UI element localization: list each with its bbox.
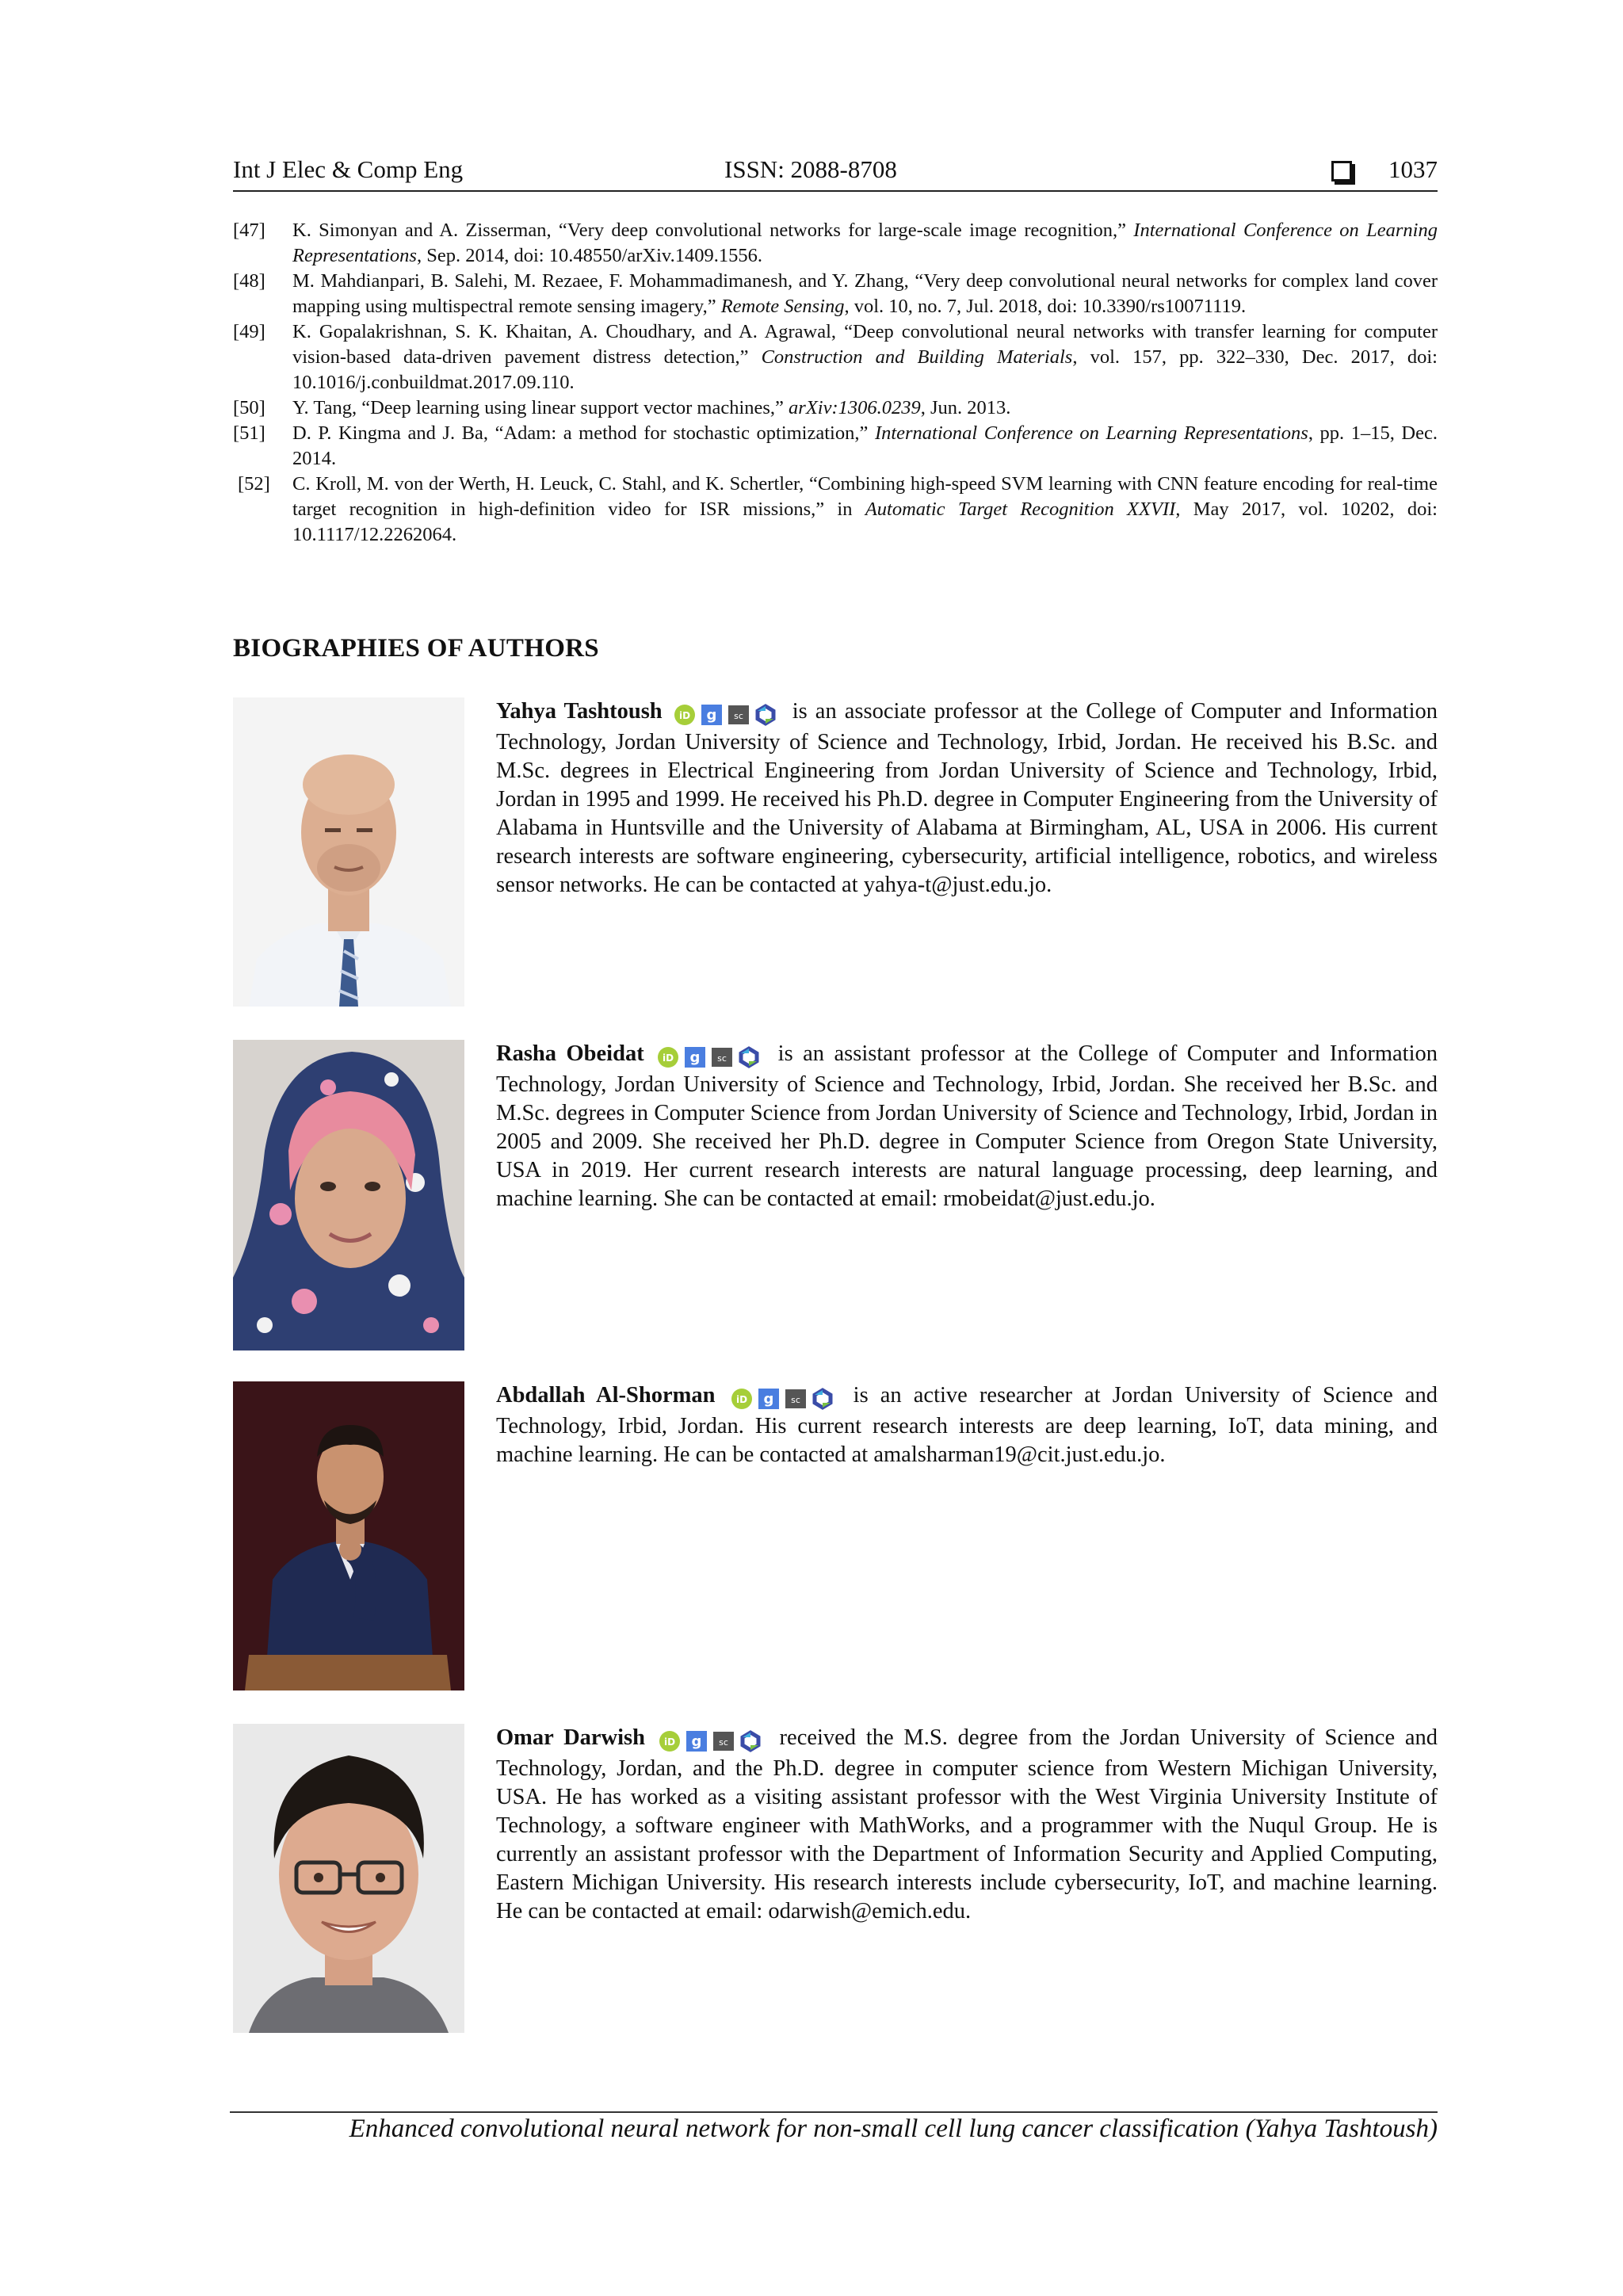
orcid-icon[interactable] xyxy=(659,1730,681,1752)
footer-rule xyxy=(230,2111,1438,2113)
svg-text:g: g xyxy=(706,707,717,724)
reference-number: [52] xyxy=(238,473,270,495)
author-bio-text xyxy=(496,697,1438,900)
reference-venue: International Conference on Learning Representations xyxy=(874,422,1308,444)
scopus-icon[interactable] xyxy=(711,1046,733,1068)
reference-item xyxy=(233,472,1438,548)
reference-venue: International Conference on Learning Representations xyxy=(292,220,1438,266)
publons-icon[interactable] xyxy=(812,1388,834,1410)
svg-text:sc: sc xyxy=(790,1395,800,1406)
reference-text: K. Simonyan and A. Zisserman, “Very deep convolutional networks for large-scale image recognition,” xyxy=(292,220,1134,241)
author-biography: is an associate professor at the College of Computer and Information Technology, Jordan University of Science and Technology, Irbid, Jordan. He received his B.Sc. and M.Sc. degrees in Electrical Engineering from Jordan University of Science and Technology, Irbid, Jordan in 1995 and 1999. He received his Ph.D. degree in Computer Engineering from the University of Alabama in Huntsville and the University of Alabama at Birmingham, AL, USA in 2006. His current research interests are software engineering, cybersecurity, artificial intelligence, robotics, and wireless sensor networks. He can be contacted at yahya-t@just.edu.jo. xyxy=(496,699,1438,897)
svg-text:iD: iD xyxy=(663,1736,675,1748)
reference-item xyxy=(233,218,1438,269)
checkbox-icon xyxy=(1331,161,1352,181)
author-photo xyxy=(233,1724,464,2033)
orcid-icon[interactable] xyxy=(657,1046,679,1068)
reference-details: , Jun. 2013. xyxy=(920,397,1011,418)
author-biography: is an active researcher at Jordan University of Science and Technology, Irbid, Jordan. His current research interests are deep learning, IoT, data mining, and machine learning. He can be contacted at amalsharman19@cit.just.edu.jo. xyxy=(496,1383,1438,1467)
orcid-icon[interactable] xyxy=(731,1388,753,1410)
reference-item xyxy=(233,421,1438,472)
google-scholar-icon[interactable] xyxy=(701,704,723,726)
reference-number: [49] xyxy=(233,321,265,342)
scopus-icon[interactable] xyxy=(785,1388,807,1410)
references-list xyxy=(233,218,1438,548)
svg-text:sc: sc xyxy=(733,711,743,722)
reference-venue: Construction and Building Materials xyxy=(761,346,1073,368)
author-name: Yahya Tashtoush xyxy=(496,699,663,724)
reference-item xyxy=(233,319,1438,395)
author-profile-icons xyxy=(659,1726,766,1755)
publons-icon[interactable] xyxy=(738,1046,760,1068)
google-scholar-icon[interactable] xyxy=(758,1388,780,1410)
scopus-icon[interactable] xyxy=(727,704,750,726)
google-scholar-icon[interactable] xyxy=(685,1730,708,1752)
svg-text:g: g xyxy=(691,1733,702,1751)
author-name: Omar Darwish xyxy=(496,1725,645,1750)
svg-text:g: g xyxy=(689,1049,701,1067)
reference-details: , Sep. 2014, doi: 10.48550/arXiv.1409.1556. xyxy=(416,245,762,266)
page-number: 1037 xyxy=(1388,155,1438,183)
section-title: BIOGRAPHIES OF AUTHORS xyxy=(233,634,599,663)
author-name: Abdallah Al-Shorman xyxy=(496,1383,716,1408)
author-biography: received the M.S. degree from the Jordan University of Science and Technology, Jordan, and the Ph.D. degree in computer science from Western Michigan University, USA. He has worked as a visiting assistant professor with the West Virginia University Institute of Technology, a software engineer with MathWorks, and a programmer with the Nuqul Group. He is currently an assistant professor with the Department of Information Security and Applied Computing, Eastern Michigan University. His research interests include cybersecurity, IoT, and machine learning. He can be contacted at email: odarwish@emich.edu. xyxy=(496,1725,1438,1924)
author-photo xyxy=(233,697,464,1007)
reference-number: [50] xyxy=(233,397,265,418)
publons-icon[interactable] xyxy=(754,704,777,726)
author-bio-text xyxy=(496,1381,1438,1469)
author-bio-text xyxy=(496,1040,1438,1213)
svg-text:iD: iD xyxy=(678,710,690,722)
page-header xyxy=(233,155,1438,192)
svg-text:g: g xyxy=(763,1391,773,1408)
reference-number: [48] xyxy=(233,270,265,292)
reference-text: C. Kroll, M. von der Werth, H. Leuck, C. Stahl, and K. Schertler, “Combining high-speed SVM learning with CNN feature encoding for real-time target recognition in high-definition video for ISR missions,” in xyxy=(292,473,1438,520)
svg-text:iD: iD xyxy=(663,1052,674,1064)
author-name: Rasha Obeidat xyxy=(496,1041,644,1066)
author-photo xyxy=(233,1040,464,1350)
reference-item xyxy=(233,269,1438,319)
reference-details: May 2017, vol. 10202, doi: 10.1117/12.2262064. xyxy=(292,499,1438,545)
svg-text:sc: sc xyxy=(717,1053,727,1064)
author-bio-text xyxy=(496,1724,1438,1926)
reference-details: , vol. 10, no. 7, Jul. 2018, doi: 10.3390/rs10071119. xyxy=(844,296,1247,317)
reference-item xyxy=(233,395,1438,421)
svg-text:iD: iD xyxy=(735,1394,747,1406)
issn: ISSN: 2088-8708 xyxy=(724,155,897,183)
author-profile-icons xyxy=(657,1042,765,1071)
author-profile-icons xyxy=(731,1384,838,1412)
google-scholar-icon[interactable] xyxy=(684,1046,706,1068)
journal-name: Int J Elec & Comp Eng xyxy=(233,155,464,183)
svg-text:sc: sc xyxy=(718,1737,728,1748)
scopus-icon[interactable] xyxy=(712,1730,735,1752)
publons-icon[interactable] xyxy=(739,1730,762,1752)
reference-details: , vol. 157, pp. 322–330, Dec. 2017, doi: 10.1016/j.conbuildmat.2017.09.110. xyxy=(292,346,1438,393)
page-footer: Enhanced convolutional neural network for non-small cell lung cancer classification (Yahya Tashtoush) xyxy=(349,2115,1438,2143)
reference-details: , pp. 1–15, Dec. 2014. xyxy=(292,422,1438,469)
reference-venue: arXiv:1306.0239 xyxy=(789,397,921,418)
reference-number: [51] xyxy=(233,422,265,444)
reference-venue: Remote Sensing xyxy=(720,296,845,317)
reference-text: Y. Tang, “Deep learning using linear support vector machines,” xyxy=(292,397,789,418)
reference-text: K. Gopalakrishnan, S. K. Khaitan, A. Choudhary, and A. Agrawal, “Deep convolutional neural networks with transfer learning for computer vision-based data-driven pavement distress detection,” xyxy=(292,321,1438,368)
reference-text: M. Mahdianpari, B. Salehi, M. Rezaee, F. Mohammadimanesh, and Y. Zhang, “Very deep convolutional neural networks for complex land cover mapping using multispectral remote sensing imagery,” xyxy=(292,270,1438,317)
reference-number: [47] xyxy=(233,220,265,241)
author-photo xyxy=(233,1381,464,1690)
author-profile-icons xyxy=(674,700,781,728)
orcid-icon[interactable] xyxy=(674,704,696,726)
author-biography: is an assistant professor at the College of Computer and Information Technology, Jordan University of Science and Technology, Irbid, Jordan. She received her B.Sc. and M.Sc. degrees in Computer Science from Jordan University of Science and Technology, Irbid, Jordan in 2005 and 2009. She received her Ph.D. degree in Computer Science from Oregon State University, USA in 2019. Her current research interests are natural language processing, deep learning, and machine learning. She can be contacted at email: rmobeidat@just.edu.jo. xyxy=(496,1041,1438,1211)
reference-text: D. P. Kingma and J. Ba, “Adam: a method for stochastic optimization,” xyxy=(292,422,875,444)
reference-venue: Automatic Target Recognition XXVII, xyxy=(865,499,1181,520)
